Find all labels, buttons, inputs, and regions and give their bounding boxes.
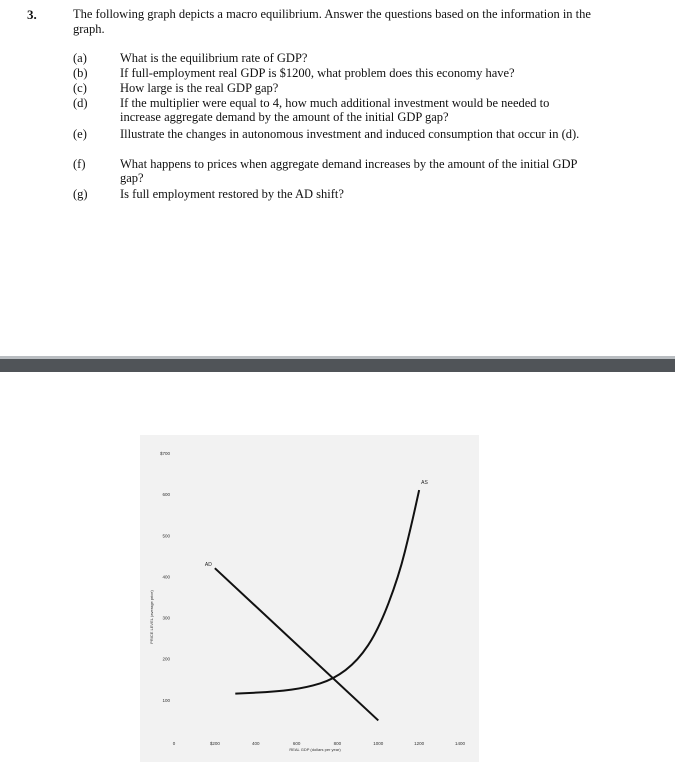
question-text: If full-employment real GDP is $1200, what problem does this economy have? [120, 66, 515, 80]
question-label: (a) [73, 51, 87, 65]
as-curve-label: AS [421, 480, 428, 487]
macro-equilibrium-chart [140, 435, 479, 762]
as-curve [235, 490, 419, 694]
question-label: (f) [73, 157, 86, 171]
y-tick-label: 400 [162, 574, 170, 580]
y-tick-label: 600 [162, 492, 170, 498]
question-text: Is full employment restored by the AD shift? [120, 187, 344, 201]
x-axis-label: REAL GDP (dollars per year) [289, 747, 341, 752]
question-text: How large is the real GDP gap? [120, 81, 279, 95]
y-tick-label: 500 [162, 533, 170, 539]
x-tick-label: $200 [209, 741, 220, 746]
question-label: (c) [73, 81, 87, 95]
question-text: What is the equilibrium rate of GDP? [120, 51, 308, 65]
x-tick-label: 1000 [373, 741, 384, 746]
question-label: (d) [73, 96, 88, 110]
question-intro: The following graph depicts a macro equilibrium. Answer the questions based on the information in the graph. [73, 7, 591, 36]
question-text: What happens to prices when aggregate demand increases by the amount of the initial GDP gap? [120, 157, 578, 185]
question-label: (g) [73, 187, 88, 201]
x-tick-label: 0 [172, 741, 176, 746]
y-tick-label: 100 [162, 697, 170, 703]
x-tick-label: 800 [333, 741, 342, 746]
y-tick-label: 200 [162, 656, 170, 662]
question-label: (b) [73, 66, 88, 80]
question-text: Illustrate the changes in autonomous investment and induced consumption that occur in (d). [120, 127, 580, 141]
ad-curve [215, 568, 378, 720]
question-text: If the multiplier were equal to 4, how much additional investment would be needed to increase aggregate demand by the amount of the initial GDP gap? [120, 96, 550, 124]
x-tick-label: 1200 [414, 741, 425, 746]
y-tick-label: 300 [162, 615, 170, 621]
y-axis-label: PRICE LEVEL (average price) [149, 590, 154, 644]
y-tick-label: $700 [159, 451, 170, 456]
ad-curve-label: AD [204, 562, 212, 569]
section-divider [0, 356, 675, 372]
x-tick-label: 400 [251, 741, 260, 746]
question-label: (e) [73, 127, 87, 141]
question-number: 3. [27, 7, 37, 22]
graph-image [140, 435, 479, 762]
x-tick-label: 1400 [454, 741, 466, 746]
x-tick-label: 600 [292, 741, 301, 746]
